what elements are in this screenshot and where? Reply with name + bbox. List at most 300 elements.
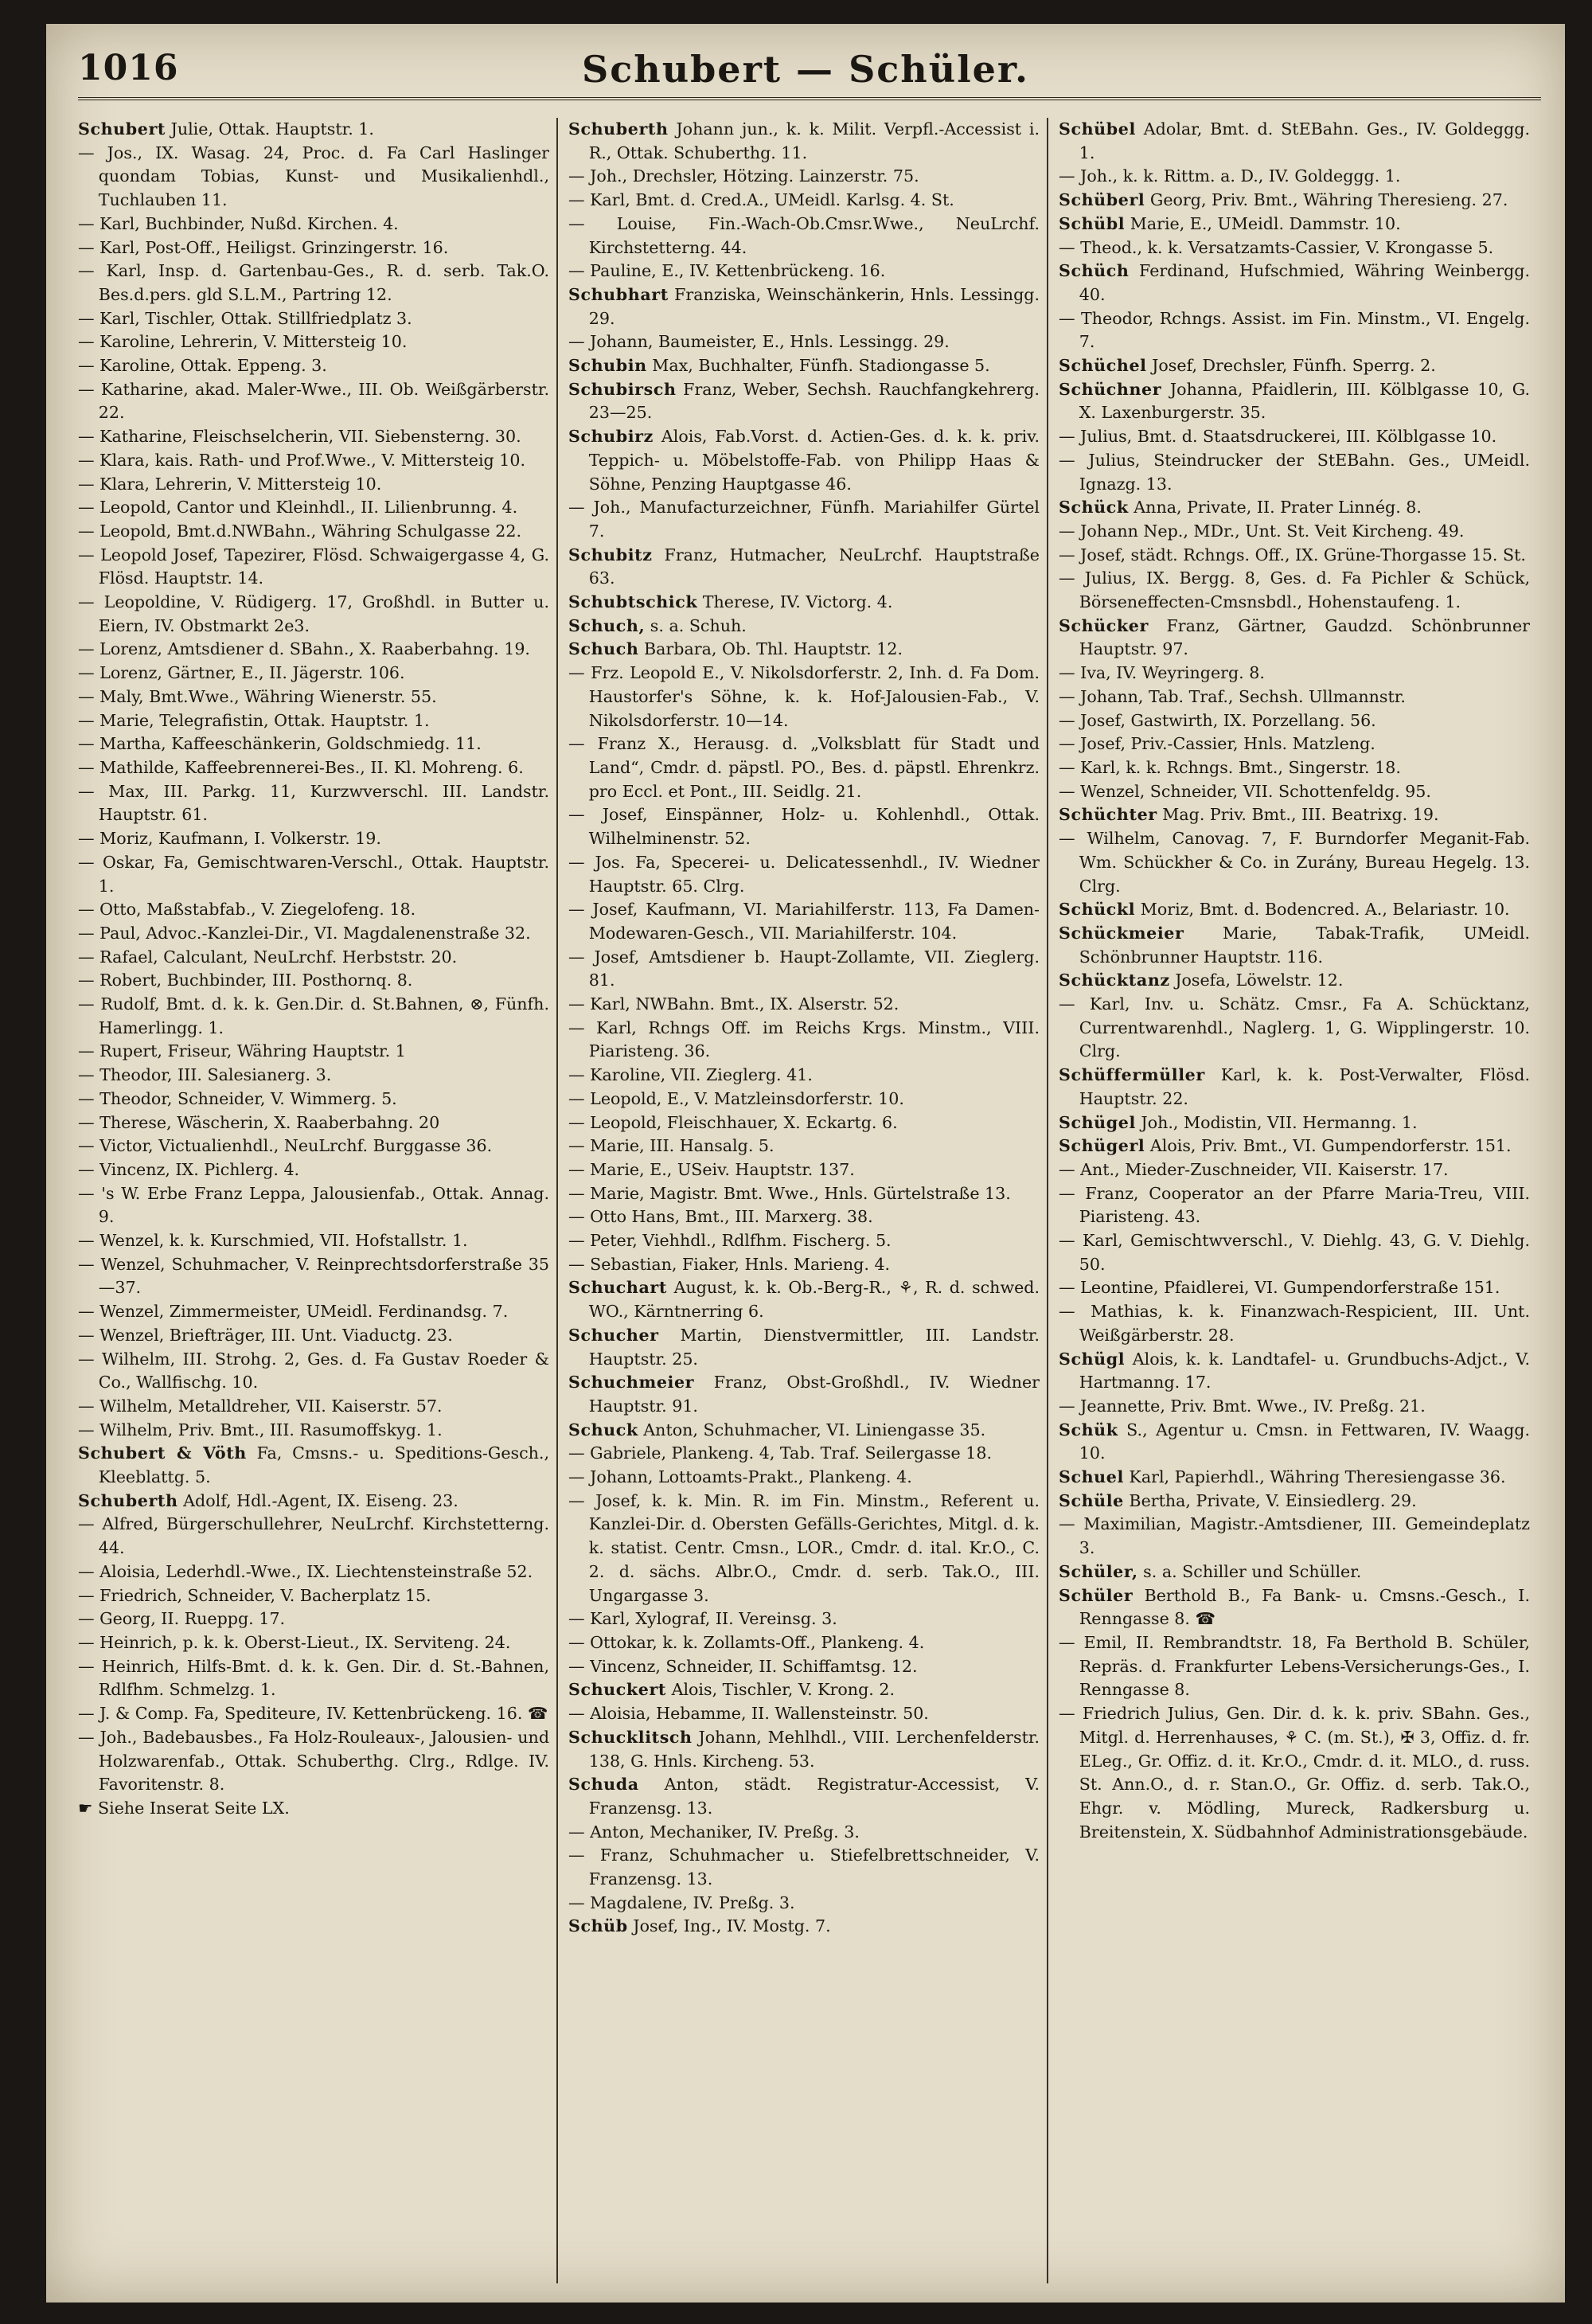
directory-entry [78, 1560, 549, 1584]
directory-entry [568, 1088, 1040, 1111]
entry-text: — Karoline, Lehrerin, V. Mittersteig 10. [78, 332, 408, 352]
entry-text: — Paul, Advoc.-Kanzlei-Dir., VI. Magdalenenstraße 32. [78, 923, 531, 943]
directory-entry [78, 1584, 549, 1608]
entry-text: — Franz, Cooperator an der Pfarre Maria-Treu, VIII. Piaristeng. 43. [1059, 1183, 1530, 1227]
entry-text: — 's W. Erbe Franz Leppa, Jalousienfab., Ottak. Annag. 9. [78, 1183, 549, 1227]
entry-text: — Max, III. Parkg. 11, Kurzwverschl. III. Landstr. Hauptstr. 61. [78, 781, 549, 825]
directory-entry [568, 1844, 1040, 1891]
entry-text: — Julius, Bmt. d. Staatsdruckerei, III. Kölblgasse 10. [1059, 427, 1497, 447]
directory-entry [78, 354, 549, 378]
directory-entry [568, 1324, 1040, 1371]
directory-entry [568, 1158, 1040, 1182]
directory-entry [78, 236, 549, 260]
entry-text: — Emil, II. Rembrandtstr. 18, Fa Berthold B. Schüler, Repräs. d. Frankfurter Lebens-Versicherungs-Ges., I. Renngasse 8. [1059, 1633, 1530, 1700]
directory-entry [568, 354, 1040, 378]
directory-entry [1059, 1584, 1530, 1631]
entry-text: — Oskar, Fa, Gemischtwaren-Verschl., Ottak. Hauptstr. 1. [78, 852, 549, 896]
directory-entry [78, 993, 549, 1040]
entry-text: Franziska, Weinschänkerin, Hnls. Lessingg. 29. [588, 284, 1040, 328]
entry-text: Max, Buchhalter, Fünfh. Stadiongasse 5. [646, 356, 990, 376]
directory-entry [568, 1135, 1040, 1158]
entry-text: — Johann Nep., MDr., Unt. St. Veit Kircheng. 49. [1059, 521, 1465, 541]
entry-surname: Schüler, [1059, 1561, 1138, 1581]
directory-entry [78, 1158, 549, 1182]
entry-surname: Schücktanz [1059, 971, 1170, 990]
entry-surname: Schuch [568, 639, 639, 659]
entry-text: — Robert, Buchbinder, III. Posthornq. 8. [78, 971, 413, 990]
entry-text: — Joh., Drechsler, Hötzing. Lainzerstr. 75. [568, 166, 919, 186]
entry-text: Franz, Weber, Sechsh. Rauchfangkehrerg. 23—25. [588, 379, 1040, 423]
entry-text: Fa, Cmsns.- u. Speditions-Gesch., Kleeblattg. 5. [98, 1443, 549, 1487]
page-number: 1016 [78, 48, 179, 88]
directory-entry [1059, 544, 1530, 568]
directory-entry [78, 544, 549, 591]
entry-text: — Ant., Mieder-Zuschneider, VII. Kaiserstr. 17. [1059, 1159, 1449, 1179]
entry-text: — Klara, Lehrerin, V. Mittersteig 10. [78, 474, 382, 494]
directory-page [46, 24, 1565, 2303]
entry-text: — Johann, Lottoamts-Prakt., Plankeng. 4. [568, 1467, 912, 1487]
directory-entry [568, 1915, 1040, 1939]
entry-text: — Joh., Manufacturzeichner, Fünfh. Mariahilfer Gürtel 7. [568, 498, 1040, 541]
entry-text: — Heinrich, Hilfs-Bmt. d. k. k. Gen. Dir. d. St.-Bahnen, Rdlfhm. Schmelzg. 1. [78, 1656, 549, 1700]
entry-surname: Schuch, [568, 615, 646, 635]
directory-entry [78, 1513, 549, 1560]
entry-text: — Magdalene, IV. Preßg. 3. [568, 1892, 795, 1912]
column-divider [1047, 118, 1048, 2283]
entry-text: Mag. Priv. Bmt., III. Beatrixg. 19. [1157, 805, 1439, 825]
entry-text: — Pauline, E., IV. Kettenbrückeng. 16. [568, 261, 886, 281]
entry-text: — Leopold, Bmt.d.NWBahn., Währing Schulgasse 22. [78, 521, 521, 541]
directory-entry [78, 1182, 549, 1229]
directory-entry [78, 307, 549, 331]
directory-entry [1059, 969, 1530, 993]
entry-text: — Wenzel, Briefträger, III. Unt. Viaductg. 23. [78, 1325, 453, 1345]
entry-text: Martin, Dienstvermittler, III. Landstr. Hauptstr. 25. [588, 1325, 1040, 1369]
entry-text: — Rafael, Calculant, NeuLrchf. Herbststr. 20. [78, 947, 458, 967]
entry-surname: Schuberth [78, 1490, 178, 1510]
directory-entry [568, 1631, 1040, 1655]
entry-text: — Jos., IX. Wasag. 24, Proc. d. Fa Carl Haslinger quondam Tobias, Kunst- und Musikalienhdl., Tuchlauben 11. [78, 143, 549, 210]
entry-surname: Schucklitsch [568, 1727, 693, 1747]
directory-entry [1059, 1276, 1530, 1300]
entry-text: August, k. k. Ob.-Berg-R., ⚘, R. d. schwed. WO., Kärntnerring 6. [588, 1278, 1040, 1322]
directory-entry [78, 732, 549, 756]
directory-entry [568, 1442, 1040, 1466]
directory-entry [78, 1348, 549, 1395]
directory-entry [568, 1371, 1040, 1418]
entry-text: — Julius, IX. Bergg. 8, Ges. d. Fa Pichler & Schück, Börseneffecten-Cmsnsbdl., Hohenstaufeng. 1. [1059, 568, 1530, 612]
entry-text: Marie, Tabak-Trafik, UMeidl. Schönbrunner Hauptstr. 116. [1079, 923, 1530, 967]
directory-entry [1059, 993, 1530, 1064]
entry-text: — Lorenz, Amtsdiener d. SBahn., X. Raaberbahng. 19. [78, 639, 530, 659]
directory-entry [568, 118, 1040, 165]
directory-entry [568, 1702, 1040, 1726]
entry-text: — Sebastian, Fiaker, Hnls. Marieng. 4. [568, 1254, 891, 1274]
directory-entry [78, 449, 549, 473]
directory-entry [1059, 1702, 1530, 1844]
directory-entry [568, 851, 1040, 898]
directory-entry [1059, 756, 1530, 780]
entry-text: — Marie, E., USeiv. Hauptstr. 137. [568, 1159, 855, 1179]
directory-entry [78, 591, 549, 638]
directory-entry [1059, 1348, 1530, 1395]
entry-text: — Marie, III. Hansalg. 5. [568, 1136, 775, 1156]
directory-entry [1059, 1419, 1530, 1466]
directory-entry [78, 118, 549, 142]
column-divider [556, 118, 558, 2283]
entry-surname: Schubert & Vöth [78, 1443, 247, 1463]
directory-entry [1059, 709, 1530, 733]
entry-text: — Josef, Einspänner, Holz- u. Kohlenhdl., Ottak. Wilhelminenstr. 52. [568, 805, 1040, 849]
directory-entry [1059, 1229, 1530, 1276]
entry-text: — Friedrich Julius, Gen. Dir. d. k. k. priv. SBahn. Ges., Mitgl. d. Herrenhauses, ⚘ C. (m. St.), ✠ 3, Offiz. d. fr. ELeg., Gr. Offiz. d. it. Kr.O., Cmdr. d. it. MLO., d. russ. St. Ann.O., d. r. Stan.O., Gr. Offiz. d. serb. Tak.O., Ehgr. v. Mödling, Mureck, Radkersburg u. Breitenstein, X. Südbahnhof Administrationsgebäude. [1059, 1704, 1530, 1842]
entry-text: — Josef, Gastwirth, IX. Porzellang. 56. [1059, 710, 1376, 730]
entry-text: — Katharine, akad. Maler-Wwe., III. Ob. Weißgärberstr. 22. [78, 379, 549, 423]
entry-text: Josef, Drechsler, Fünfh. Sperrg. 2. [1146, 356, 1436, 376]
entry-surname: Schük [1059, 1420, 1118, 1439]
directory-entry [568, 1655, 1040, 1679]
entry-text: Johann jun., k. k. Milit. Verpfl.-Accessist i. R., Ottak. Schuberthg. 11. [588, 119, 1040, 162]
directory-entry [568, 803, 1040, 850]
directory-entry [78, 330, 549, 354]
entry-text: — Aloisia, Lederhdl.-Wwe., IX. Liechtensteinstraße 52. [78, 1561, 533, 1581]
entry-text: — Alfred, Bürgerschullehrer, NeuLrchf. Kirchstetterng. 44. [78, 1514, 549, 1558]
directory-entry [1059, 354, 1530, 378]
directory-entry [78, 1631, 549, 1655]
directory-entry [568, 662, 1040, 732]
entry-surname: Schucher [568, 1325, 659, 1345]
directory-entry [1059, 496, 1530, 520]
directory-entry [78, 1419, 549, 1443]
entry-text: — Wilhelm, III. Strohg. 2, Ges. d. Fa Gustav Roeder & Co., Wallfischg. 10. [78, 1349, 549, 1392]
directory-entry [568, 1205, 1040, 1229]
entry-text: — Wenzel, Schneider, VII. Schottenfeldg. 95. [1059, 781, 1431, 801]
entry-text: — Karl, Tischler, Ottak. Stillfriedplatz 3. [78, 308, 412, 328]
entry-text: — Mathias, k. k. Finanzwach-Respicient, III. Unt. Weißgärberstr. 28. [1059, 1302, 1530, 1345]
entry-text: — Marie, Telegrafistin, Ottak. Hauptstr. 1. [78, 710, 430, 730]
entry-text: Adolar, Bmt. d. StEBahn. Ges., IV. Goldeggg. 1. [1079, 119, 1530, 162]
directory-entry [78, 922, 549, 946]
entry-surname: Schubert [78, 119, 166, 139]
entry-text: Josef, Ing., IV. Mostg. 7. [627, 1916, 831, 1936]
directory-entry [1059, 803, 1530, 827]
directory-entry [78, 213, 549, 236]
directory-entry [568, 898, 1040, 945]
directory-entry [568, 189, 1040, 213]
directory-entry [1059, 1560, 1530, 1584]
entry-surname: Schüchter [1059, 805, 1157, 825]
directory-entry [1059, 1300, 1530, 1347]
directory-entry [78, 969, 549, 993]
directory-entry [568, 1466, 1040, 1490]
directory-entry [568, 1607, 1040, 1631]
entry-surname: Schüle [1059, 1490, 1124, 1510]
entry-surname: Schuck [568, 1420, 638, 1439]
entry-text: Adolf, Hdl.-Agent, IX. Eiseng. 23. [178, 1490, 458, 1510]
header-rule [78, 97, 1541, 100]
directory-entry [1059, 1490, 1530, 1514]
entry-text: — Josef, Priv.-Cassier, Hnls. Matzleng. [1059, 734, 1375, 754]
entry-text: — Josef, Amtsdiener b. Haupt-Zollamte, VII. Zieglerg. 81. [568, 947, 1040, 990]
entry-text: — Frz. Leopold E., V. Nikolsdorferstr. 2, Inh. d. Fa Dom. Haustorfer's Söhne, k. k. Hof-Jalousien-Fab., V. Nikolsdorferstr. 10—14. [568, 663, 1040, 730]
entry-text: — Gabriele, Plankeng. 4, Tab. Traf. Seilergasse 18. [568, 1443, 993, 1463]
entry-surname: Schuberth [568, 119, 669, 139]
entry-text: — Johann, Baumeister, E., Hnls. Lessingg. 29. [568, 332, 950, 352]
directory-entry [1059, 567, 1530, 614]
directory-entry [78, 1064, 549, 1088]
directory-entry [78, 1111, 549, 1135]
entry-text: — Heinrich, p. k. k. Oberst-Lieut., IX. Serviteng. 24. [78, 1633, 511, 1652]
entry-text: — Victor, Victualienhdl., NeuLrchf. Burggasse 36. [78, 1136, 493, 1156]
entry-surname: Schüffermüller [1059, 1065, 1205, 1085]
directory-entry [1059, 1135, 1530, 1158]
directory-entry [1059, 615, 1530, 662]
entry-text: Berthold B., Fa Bank- u. Cmsns.-Gesch., I. Renngasse 8. ☎ [1079, 1585, 1530, 1629]
entry-text: — Joh., k. k. Rittm. a. D., IV. Goldeggg. 1. [1059, 166, 1401, 186]
entry-text: — Iva, IV. Weyringerg. 8. [1059, 663, 1265, 683]
directory-entry [1059, 662, 1530, 685]
entry-surname: Schubin [568, 356, 647, 376]
entry-text: — Johann, Tab. Traf., Sechsh. Ullmannstr. [1059, 686, 1406, 706]
directory-entry [568, 1064, 1040, 1088]
entry-text: Josefa, Löwelstr. 12. [1169, 971, 1344, 990]
entry-surname: Schügl [1059, 1349, 1126, 1369]
directory-entry [1059, 732, 1530, 756]
entry-text: — Karoline, VII. Zieglerg. 41. [568, 1065, 813, 1085]
entry-text: Marie, E., UMeidl. Dammstr. 10. [1125, 213, 1401, 233]
directory-entry [78, 1702, 549, 1726]
entry-text: Bertha, Private, V. Einsiedlerg. 29. [1123, 1490, 1417, 1510]
directory-entry [1059, 922, 1530, 969]
entry-text: — Georg, II. Rueppg. 17. [78, 1609, 286, 1629]
directory-entry [78, 520, 549, 544]
directory-entry [568, 330, 1040, 354]
directory-entry [568, 213, 1040, 260]
directory-entry [78, 756, 549, 780]
entry-surname: Schücker [1059, 615, 1149, 635]
directory-entry [568, 1276, 1040, 1323]
entry-text: Karl, Papierhdl., Währing Theresiengasse 36. [1123, 1467, 1506, 1487]
directory-entry [78, 496, 549, 520]
directory-entry [568, 638, 1040, 662]
entry-text: Franz, Gärtner, Gaudzd. Schönbrunner Hauptstr. 97. [1079, 615, 1530, 659]
directory-entry [568, 1773, 1040, 1820]
directory-entry [568, 1678, 1040, 1702]
directory-entry [568, 165, 1040, 189]
directory-entry [78, 1607, 549, 1631]
directory-entry [568, 283, 1040, 330]
directory-entry [568, 1111, 1040, 1135]
entry-text: — Lorenz, Gärtner, E., II. Jägerstr. 106. [78, 663, 405, 683]
entry-surname: Schuel [1059, 1467, 1124, 1487]
entry-text: — Katharine, Fleischselcherin, VII. Siebensterng. 30. [78, 427, 521, 447]
entry-text: — Moriz, Kaufmann, I. Volkerstr. 19. [78, 829, 381, 849]
entry-text: — Karl, k. k. Rchngs. Bmt., Singerstr. 18. [1059, 757, 1401, 777]
entry-text: — Jeannette, Priv. Bmt. Wwe., IV. Preßg. 21. [1059, 1396, 1426, 1416]
directory-entry [78, 851, 549, 898]
directory-entry [1059, 827, 1530, 898]
entry-surname: Schubitz [568, 545, 653, 564]
directory-entry [568, 425, 1040, 496]
directory-entry [1059, 307, 1530, 354]
entry-text: — Karl, Inv. u. Schätz. Cmsr., Fa A. Schücktanz, Currentwarenhdl., Naglerg. 1, G. Wipplingerstr. 10. Clrg. [1059, 994, 1530, 1061]
entry-text: — Karl, Gemischtwverschl., V. Diehlg. 43, G. V. Diehlg. 50. [1059, 1231, 1530, 1274]
entry-text: ☛ Siehe Inserat Seite LX. [78, 1798, 290, 1818]
entry-text: — Wenzel, k. k. Kurschmied, VII. Hofstallstr. 1. [78, 1231, 468, 1251]
entry-text: — Wenzel, Schuhmacher, V. Reinprechtsdorferstraße 35—37. [78, 1254, 549, 1298]
directory-entry [1059, 165, 1530, 189]
entry-text: — Karl, Buchbinder, Nußd. Kirchen. 4. [78, 213, 399, 233]
entry-text: — Rudolf, Bmt. d. k. k. Gen.Dir. d. St.Bahnen, ⊗, Fünfh. Hamerlingg. 1. [78, 994, 549, 1037]
entry-text: — Vincenz, Schneider, II. Schiffamtsg. 12. [568, 1656, 918, 1676]
entry-text: — Jos. Fa, Specerei- u. Delicatessenhdl., IV. Wiedner Hauptstr. 65. Clrg. [568, 852, 1040, 896]
directory-entry [78, 1655, 549, 1702]
entry-text: Karl, k. k. Post-Verwalter, Flösd. Hauptstr. 22. [1079, 1065, 1530, 1108]
directory-entry [568, 1182, 1040, 1206]
entry-text: — J. & Comp. Fa, Spediteure, IV. Kettenbrückeng. 16. ☎ [78, 1704, 548, 1724]
entry-text: — Franz, Schuhmacher u. Stiefelbrettschneider, V. Franzensg. 13. [568, 1846, 1040, 1889]
directory-entry [78, 1300, 549, 1324]
directory-entry [1059, 898, 1530, 922]
entry-text: — Klara, kais. Rath- und Prof.Wwe., V. Mittersteig 10. [78, 450, 526, 470]
entry-text: — Franz X., Herausg. d. „Volksblatt für Stadt und Land“, Cmdr. d. päpstl. PO., Bes. d. päpstl. Ehrenkrz. pro Eccl. et Pont., III. Seidlg. 21. [568, 734, 1040, 801]
entry-text: s. a. Schuh. [645, 615, 747, 635]
directory-entry [78, 1395, 549, 1419]
entry-text: — Vincenz, IX. Pichlerg. 4. [78, 1159, 300, 1179]
directory-entry [78, 1253, 549, 1300]
directory-entry [1059, 449, 1530, 496]
directory-entry [78, 1324, 549, 1348]
entry-surname: Schüchel [1059, 356, 1147, 376]
directory-entry [568, 732, 1040, 803]
entry-surname: Schubtschick [568, 592, 698, 612]
column-1 [78, 118, 549, 2283]
entry-text: — Leopold Josef, Tapezirer, Flösd. Schwaigergasse 4, G. Flösd. Hauptstr. 14. [78, 545, 549, 588]
entry-surname: Schüberl [1059, 190, 1145, 210]
entry-text: Therese, IV. Victorg. 4. [697, 592, 893, 612]
entry-surname: Schüler [1059, 1585, 1134, 1605]
entry-text: — Karoline, Ottak. Eppeng. 3. [78, 356, 327, 376]
entry-text: Julie, Ottak. Hauptstr. 1. [166, 119, 374, 139]
entry-text: — Theodor, Rchngs. Assist. im Fin. Minstm., VI. Engelg. 7. [1059, 308, 1530, 352]
directory-entry [568, 946, 1040, 993]
directory-entry [1059, 118, 1530, 165]
entry-text: Alois, Fab.Vorst. d. Actien-Ges. d. k. k. priv. Teppich- u. Möbelstoffe-Fab. von Philipp Haas & Söhne, Penzing Hauptgasse 46. [588, 427, 1040, 494]
entry-surname: Schückmeier [1059, 923, 1184, 943]
directory-entry [78, 1088, 549, 1111]
directory-entry [78, 638, 549, 662]
page-header [46, 24, 1565, 111]
directory-entry [1059, 1513, 1530, 1560]
entry-text: Alois, Priv. Bmt., VI. Gumpendorferstr. 151. [1145, 1136, 1512, 1156]
directory-entry [1059, 1064, 1530, 1111]
directory-entry [1059, 425, 1530, 449]
directory-entry [568, 378, 1040, 425]
entry-text: — Karl, Insp. d. Gartenbau-Ges., R. d. serb. Tak.O. Bes.d.pers. gld S.L.M., Partring 12. [78, 261, 549, 304]
entry-text: Franz, Obst-Großhdl., IV. Wiedner Hauptstr. 91. [588, 1373, 1040, 1416]
directory-entry [78, 1490, 549, 1514]
directory-entry [568, 1726, 1040, 1773]
directory-entry [78, 142, 549, 213]
directory-entry [568, 591, 1040, 615]
entry-text: — Friedrich, Schneider, V. Bacherplatz 15. [78, 1585, 431, 1605]
directory-entry [568, 1490, 1040, 1608]
directory-entry [568, 615, 1040, 639]
directory-entry [1059, 1182, 1530, 1229]
directory-entry [568, 544, 1040, 591]
entry-surname: Schüch [1059, 261, 1130, 281]
entry-text: — Leontine, Pfaidlerei, VI. Gumpendorferstraße 151. [1059, 1278, 1500, 1298]
entry-text: — Karl, NWBahn. Bmt., IX. Alserstr. 52. [568, 994, 899, 1014]
entry-text: — Leopold, E., V. Matzleinsdorferstr. 10. [568, 1088, 904, 1108]
directory-entry [78, 685, 549, 709]
directory-entry [78, 378, 549, 425]
entry-text: — Wenzel, Zimmermeister, UMeidl. Ferdinandsg. 7. [78, 1302, 509, 1322]
entry-text: — Otto Hans, Bmt., III. Marxerg. 38. [568, 1207, 873, 1227]
entry-text: Anton, Schuhmacher, VI. Liniengasse 35. [638, 1420, 986, 1439]
directory-entry [568, 993, 1040, 1017]
directory-entry [1059, 780, 1530, 804]
directory-entry [78, 1797, 549, 1821]
entry-text: — Karl, Post-Off., Heiligst. Grinzingerstr. 16. [78, 237, 449, 257]
directory-entry [568, 1229, 1040, 1253]
directory-entry [1059, 1466, 1530, 1490]
entry-text: — Leopold, Fleischhauer, X. Eckartg. 6. [568, 1112, 898, 1132]
running-title: Schubert — Schüler. [582, 48, 1029, 91]
directory-entry [568, 1253, 1040, 1277]
directory-entry [1059, 1631, 1530, 1702]
directory-entry [1059, 189, 1530, 213]
entry-surname: Schüchner [1059, 379, 1162, 399]
entry-text: — Karl, Xylograf, II. Vereinsg. 3. [568, 1609, 837, 1629]
entry-text: — Anton, Mechaniker, IV. Preßg. 3. [568, 1822, 860, 1842]
directory-entry [78, 1229, 549, 1253]
entry-text: — Louise, Fin.-Wach-Ob.Cmsr.Wwe., NeuLrchf. Kirchstetterng. 44. [568, 213, 1040, 257]
entry-text: Joh., Modistin, VII. Hermanng. 1. [1135, 1112, 1418, 1132]
directory-entry [1059, 685, 1530, 709]
entry-surname: Schubirz [568, 427, 654, 447]
entry-text: Ferdinand, Hufschmied, Währing Weinbergg. 40. [1079, 261, 1530, 304]
directory-entry [78, 473, 549, 497]
directory-entry [78, 260, 549, 307]
entry-surname: Schübel [1059, 119, 1136, 139]
entry-surname: Schübl [1059, 213, 1126, 233]
directory-entry [78, 1040, 549, 1064]
entry-text: — Josef, Kaufmann, VI. Mariahilferstr. 113, Fa Damen-Modewaren-Gesch., VII. Mariahilferstr. 104. [568, 900, 1040, 943]
entry-text: — Martha, Kaffeeschänkerin, Goldschmiedg. 11. [78, 734, 482, 754]
directory-entry [568, 496, 1040, 543]
entry-text: Johanna, Pfaidlerin, III. Kölblgasse 10, G. X. Laxenburgerstr. 35. [1079, 379, 1530, 423]
entry-text: — Karl, Bmt. d. Cred.A., UMeidl. Karlsg. 4. St. [568, 190, 954, 210]
entry-text: — Theodor, III. Salesianerg. 3. [78, 1065, 332, 1085]
entry-text: — Aloisia, Hebamme, II. Wallensteinstr. 50. [568, 1704, 929, 1724]
directory-entry [78, 709, 549, 733]
column-2 [568, 118, 1040, 2283]
entry-text: Alois, k. k. Landtafel- u. Grundbuchs-Adjct., V. Hartmanng. 17. [1079, 1349, 1530, 1392]
entry-text: S., Agentur u. Cmsn. in Fettwaren, IV. Waagg. 10. [1079, 1420, 1530, 1463]
directory-entry [1059, 1158, 1530, 1182]
entry-text: — Joh., Badebausbes., Fa Holz-Rouleaux-, Jalousien- und Holzwarenfab., Ottak. Schuberthg. Clrg., Rdlge. IV. Favoritenstr. 8. [78, 1727, 549, 1795]
directory-entry [568, 1892, 1040, 1916]
directory-entry [1059, 378, 1530, 425]
entry-surname: Schuckert [568, 1680, 667, 1700]
entry-surname: Schuchart [568, 1278, 667, 1298]
entry-text: — Rupert, Friseur, Währing Hauptstr. 1 [78, 1041, 406, 1061]
directory-entry [568, 1419, 1040, 1443]
entry-surname: Schügerl [1059, 1136, 1145, 1156]
entry-surname: Schuda [568, 1775, 639, 1795]
entry-surname: Schügel [1059, 1112, 1136, 1132]
